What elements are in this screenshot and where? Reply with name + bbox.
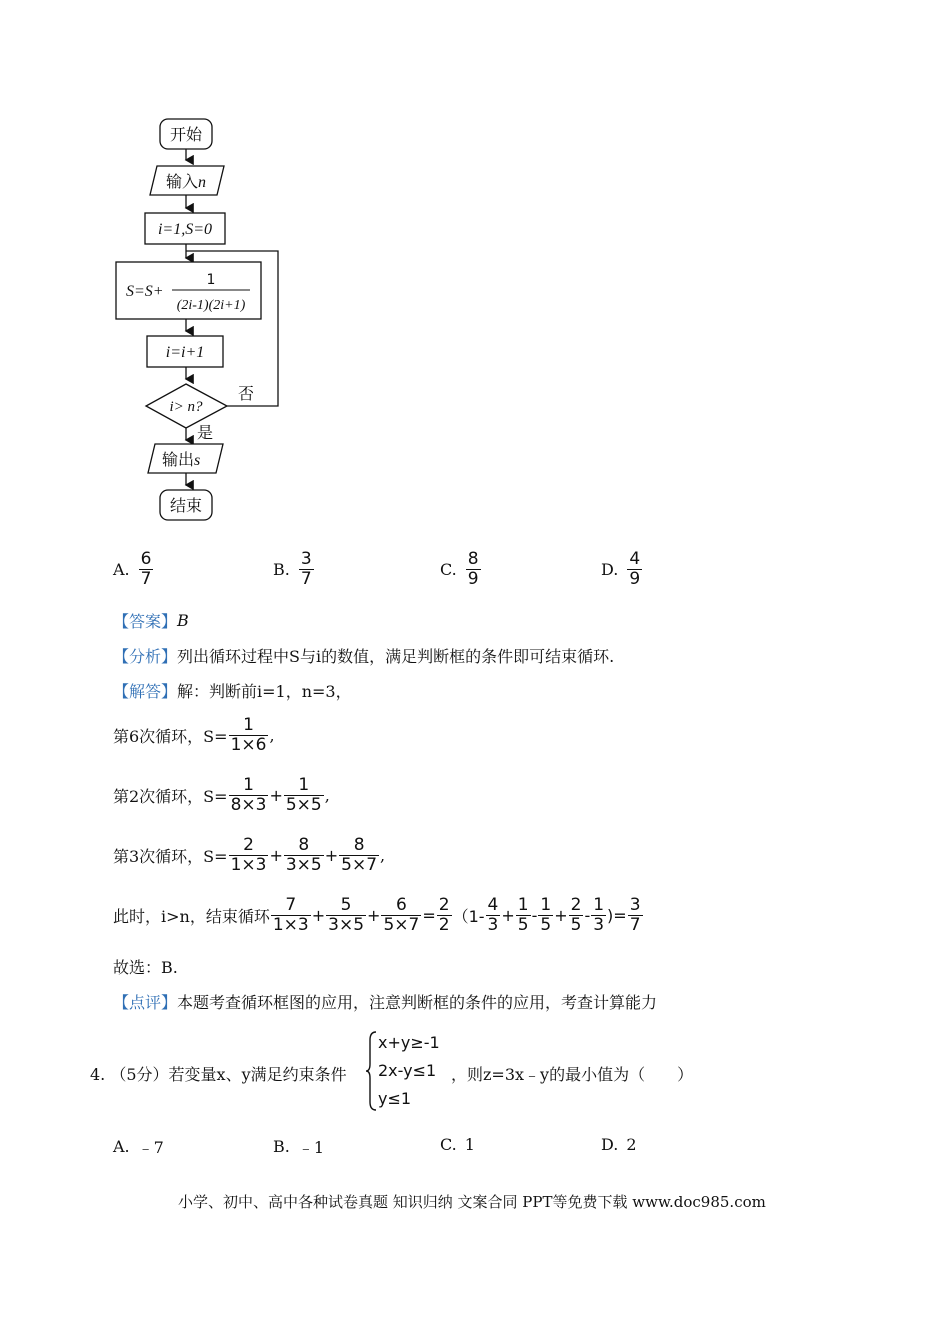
footer-text: 小学、初中、高中各种试卷真题 知识归纳 文案合同 PPT等免费下载 www.doc985.com — [178, 1193, 766, 1211]
solution-loop2: 第2次循环，S= $\frac{1}{8\times 3}$ + $\frac{1}{5\times 5}$ , — [113, 775, 330, 815]
q3-option-a: A. $\frac{6}{7}$ — [113, 549, 152, 589]
solution-tag: 【解答】 — [113, 682, 178, 701]
answer-value: B — [177, 611, 189, 630]
q4-option-b: B. ﹣1 — [273, 1137, 325, 1157]
flow-input-var: n — [198, 174, 207, 191]
q4-constraint-1: x+y≥-1 — [378, 1033, 440, 1052]
q4-stem-suffix: ，则z=3x﹣y的最小值为（ ） — [451, 1065, 694, 1084]
solution-intro-line — [113, 679, 352, 702]
q4-option-a: A. ﹣7 — [113, 1137, 164, 1157]
solution-intro: 解：判断前i=1，n=3， — [177, 682, 352, 701]
solution-loop3: 第3次循环，S= $\frac{2}{1\times 3}$ + $\frac{8}{3\times 5}$ + $\frac{8}{5\times 7}$ , — [113, 835, 386, 875]
flow-init-label: i=1,S=0 — [157, 221, 213, 238]
flowchart — [110, 110, 290, 530]
answer-tag: 【答案】 — [113, 612, 178, 631]
analysis-tag: 【分析】 — [113, 647, 178, 666]
flow-update-s-lhs: S=S+ — [126, 283, 164, 300]
q4-constraint-3: y≤1 — [378, 1089, 412, 1108]
flow-update-i-label: i=i+1 — [165, 344, 205, 361]
q4-option-d: D. 2 — [601, 1135, 637, 1154]
q4-constraint-brace — [366, 1030, 378, 1112]
analysis-line — [113, 644, 614, 667]
q3-option-d: D. $\frac{4}{9}$ — [601, 549, 641, 589]
flow-end-label: 结束 — [169, 496, 203, 515]
q4-constraint-2: 2x-y≤1 — [378, 1061, 437, 1080]
flow-no-label: 否 — [238, 384, 255, 403]
q4-stem — [90, 1062, 347, 1085]
solution-loop1: 第6次循环，S= $\frac{1}{1\times 6}$ , — [113, 715, 275, 755]
flow-yes-label: 是 — [197, 423, 214, 442]
q3-option-c: C. $\frac{8}{9}$ — [440, 549, 479, 589]
q4-option-c: C. 1 — [440, 1135, 475, 1154]
solution-final: 此时，i>n，结束循环 $\frac{7}{1\times 3}$ + $\frac{5}{3\times 5}$ + $\frac{6}{5\times 7}$ = $\frac{2}{2}$ （1- $\frac{4}{3}$ + $\frac{1}{5}$ - $\frac{1}{5}$ + $\frac{2}{5}$ - $\frac{1}{3}$ )= $\frac{3}{7}$ — [113, 895, 641, 935]
answer-line — [113, 609, 189, 632]
svg-text:输入n — [166, 172, 206, 191]
comment-line — [113, 990, 657, 1013]
solution-choose: 故选：B. — [113, 958, 178, 977]
flow-start-label: 开始 — [169, 125, 203, 144]
svg-text:输出s — [162, 450, 200, 469]
comment-text: 本题考查循环框图的应用，注意判断框的条件的应用，考查计算能力 — [177, 993, 658, 1012]
flow-input-label: 输入 — [166, 172, 199, 191]
flow-condition-label: i> n? — [169, 399, 203, 415]
q4-number: 4. — [90, 1065, 106, 1084]
analysis-text: 列出循环过程中S与i的数值，满足判断框的条件即可结束循环. — [177, 647, 615, 666]
q4-stem-prefix: （5分）若变量x、y满足约束条件 — [110, 1065, 347, 1084]
flow-output-label: 输出 — [162, 450, 195, 469]
q3-option-b: B. $\frac{3}{7}$ — [273, 549, 312, 589]
flow-update-s-num: 1 — [206, 272, 216, 288]
flow-update-s-den: (2i-1)(2i+1) — [176, 298, 246, 313]
comment-tag: 【点评】 — [113, 993, 178, 1012]
flow-output-var: s — [194, 452, 201, 469]
